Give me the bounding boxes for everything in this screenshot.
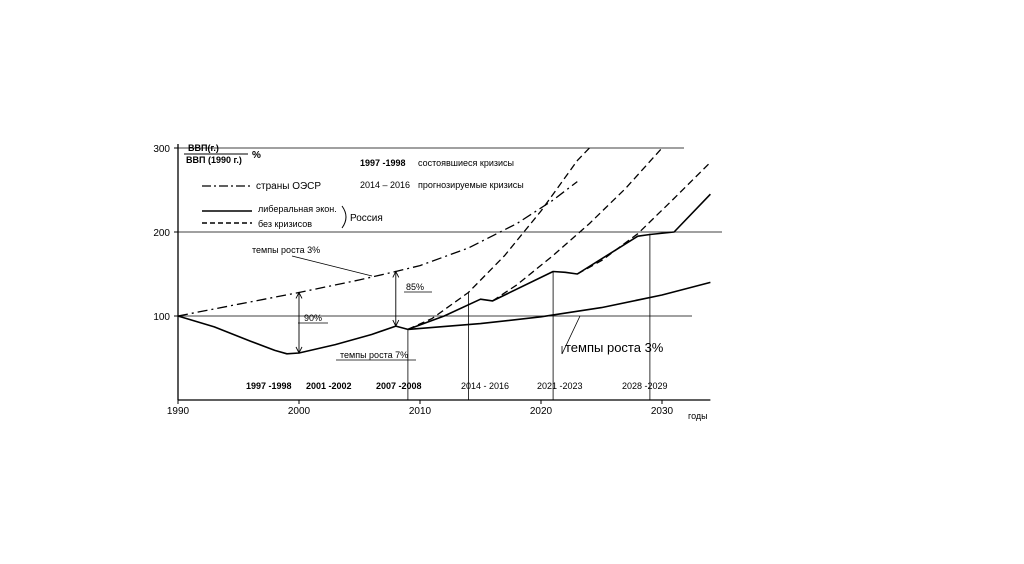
legend-forecast-years: 2014 – 2016 bbox=[360, 180, 411, 190]
x-tick-label-2000: 2000 bbox=[287, 406, 311, 417]
crisis-label-2007: 2007 -2008 bbox=[376, 381, 422, 391]
crisis-label-2021: 2021 -2023 bbox=[537, 381, 583, 391]
ylabel-numerator: ВВП(г.) bbox=[188, 143, 219, 153]
legend-russia-label: Россия bbox=[350, 213, 383, 224]
crisis-label-2014: 2014 - 2016 bbox=[461, 381, 510, 391]
series-line-5 bbox=[493, 148, 662, 301]
x-tick-label-1990: 1990 bbox=[166, 406, 190, 417]
series-line-2 bbox=[408, 282, 711, 329]
x-tick-label-2020: 2020 bbox=[529, 406, 553, 417]
crisis-label-2028: 2028 -2029 bbox=[622, 381, 668, 391]
series-line-3 bbox=[408, 194, 711, 329]
series-line-0 bbox=[178, 182, 577, 316]
series-line-6 bbox=[577, 162, 710, 274]
chart-grid bbox=[178, 148, 722, 316]
ylabel-denominator: ВВП (1990 г.) bbox=[186, 155, 242, 165]
legend-occurred-years: 1997 -1998 bbox=[360, 158, 406, 168]
y-tick-label-300: 300 bbox=[153, 144, 170, 155]
ylabel-unit: % bbox=[252, 150, 261, 161]
legend-oecd-label: страны ОЭСР bbox=[256, 181, 322, 192]
series-line-4 bbox=[408, 148, 590, 329]
xlabel: годы bbox=[688, 411, 708, 421]
y-tick-label-100: 100 bbox=[153, 312, 170, 323]
legend-occurred-label: состоявшиеся кризисы bbox=[418, 158, 515, 168]
annotation-growth3-bottom: темпы роста 3% bbox=[565, 340, 664, 355]
x-tick-label-2010: 2010 bbox=[408, 406, 432, 417]
crisis-label-1997: 1997 -1998 bbox=[246, 381, 292, 391]
y-tick-label-200: 200 bbox=[153, 228, 170, 239]
legend-forecast-label: прогнозируемые кризисы bbox=[418, 180, 524, 190]
annotation-growth3-top: темпы роста 3% bbox=[252, 245, 321, 255]
annotation-growth7: темпы роста 7% bbox=[340, 350, 409, 360]
legend-russia-brace bbox=[342, 206, 346, 228]
annotation-pct90: 90% bbox=[304, 313, 323, 323]
annotation-growth3-top-pointer bbox=[292, 256, 372, 276]
legend-liberal-label: либеральная экон. bbox=[258, 204, 337, 214]
series-line-1 bbox=[178, 316, 408, 354]
crisis-markers bbox=[296, 234, 650, 400]
legend-no-crisis-label: без кризисов bbox=[258, 219, 312, 229]
crisis-label-2001: 2001 -2002 bbox=[306, 381, 352, 391]
annotation-pct85: 85% bbox=[406, 282, 425, 292]
x-tick-label-2030: 2030 bbox=[650, 406, 674, 417]
